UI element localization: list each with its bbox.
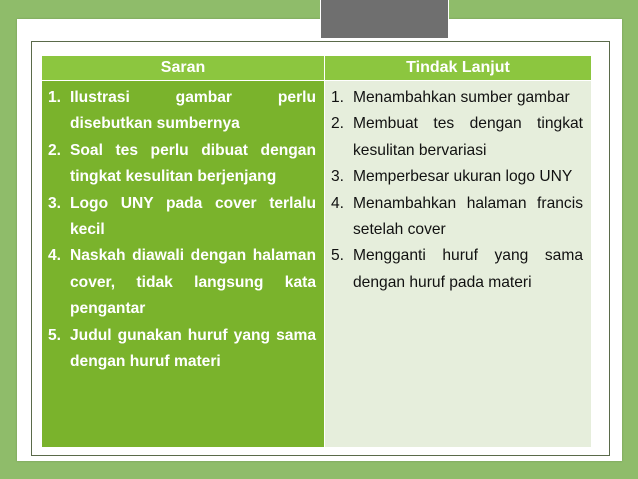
item-number: 1. (48, 89, 62, 106)
item-text: Membuat tes dengan tingkat kesulitan bervariasi (353, 115, 583, 159)
item-text: Menambahkan halaman francis setelah cover (353, 194, 583, 239)
tindak-item-2 (329, 111, 583, 164)
item-text: Memperbesar ukuran logo UNY (353, 168, 573, 186)
tindak-item-3 (329, 164, 583, 190)
tindak-item-1 (329, 85, 583, 111)
saran-item-3 (46, 191, 316, 244)
item-text: Judul gunakan huruf yang sama dengan huruf materi (70, 326, 316, 371)
item-number: 5. (331, 247, 345, 265)
item-text: Logo UNY pada cover terlalu kecil (70, 194, 316, 239)
item-number: 2. (331, 115, 345, 133)
header-saran: Saran (42, 56, 325, 81)
item-text: Soal tes perlu dibuat dengan tingkat kesulitan berjenjang (70, 141, 316, 186)
saran-tindak-lanjut-table (41, 55, 592, 448)
tindak-lanjut-list (329, 85, 583, 296)
item-text: Ilustrasi gambar perlu disebutkan sumbernya (70, 89, 316, 133)
title-tab (320, 0, 449, 39)
saran-item-1 (46, 85, 316, 138)
saran-item-4 (46, 243, 316, 322)
table-row (42, 81, 592, 448)
saran-item-5 (46, 323, 316, 376)
item-number: 3. (331, 168, 345, 186)
item-number: 1. (331, 89, 345, 106)
item-number: 4. (331, 194, 345, 212)
item-number: 4. (48, 247, 62, 265)
tindak-item-4 (329, 191, 583, 244)
saran-item-2 (46, 138, 316, 191)
item-number: 5. (48, 326, 62, 344)
item-text: Menambahkan sumber gambar (353, 89, 570, 106)
item-number: 3. (48, 194, 62, 212)
saran-list (46, 85, 316, 375)
item-text: Naskah diawali dengan halaman cover, tidak langsung kata pengantar (70, 247, 316, 318)
item-number: 2. (48, 141, 62, 159)
saran-cell (42, 81, 325, 448)
item-text: Mengganti huruf yang sama dengan huruf pada materi (353, 247, 583, 291)
tindak-lanjut-cell (325, 81, 592, 448)
tindak-item-5 (329, 243, 583, 296)
header-tindak-lanjut: Tindak Lanjut (325, 56, 592, 81)
table-header-row (42, 56, 592, 81)
